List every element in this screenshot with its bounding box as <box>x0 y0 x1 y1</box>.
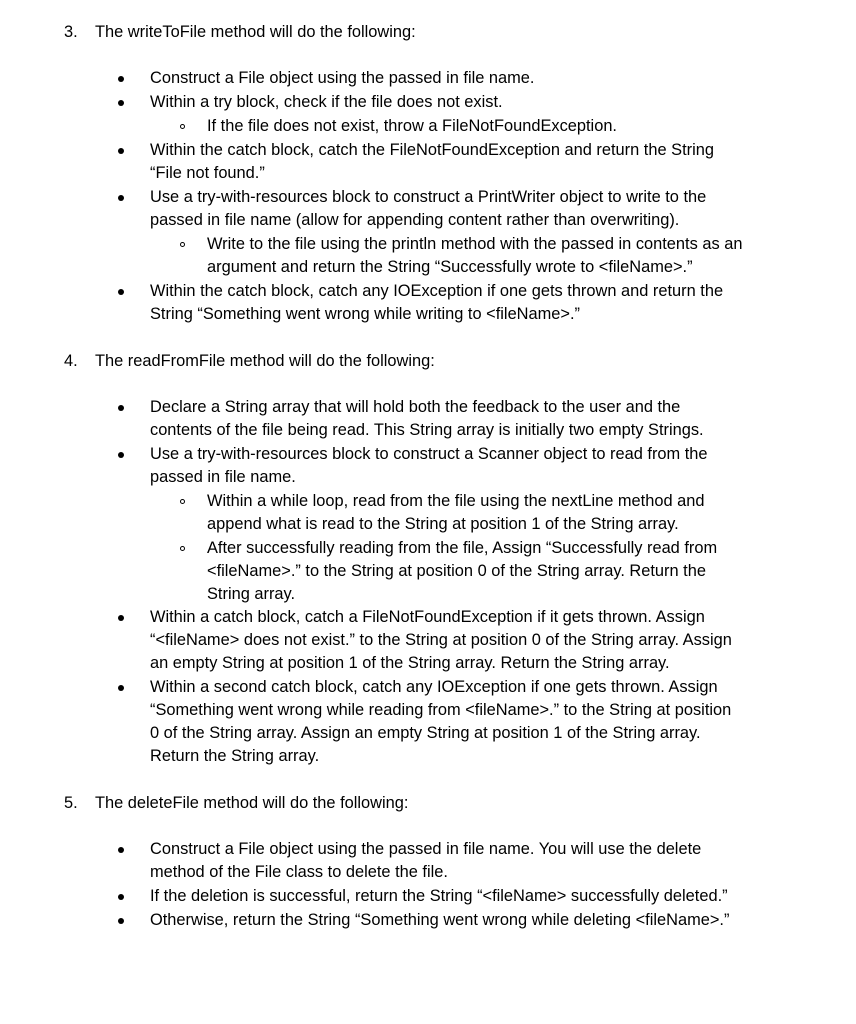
hollow-bullet-icon <box>180 546 185 551</box>
list-item: Within a try block, check if the file does not exist. <box>150 91 503 114</box>
hollow-bullet-icon <box>180 242 185 247</box>
bullet-icon <box>118 847 124 853</box>
bullet-icon <box>118 894 124 900</box>
bullet-icon <box>118 289 124 295</box>
bullet-icon <box>118 195 124 201</box>
hollow-bullet-icon <box>180 499 185 504</box>
bullet-icon <box>118 100 124 106</box>
bullet-icon <box>118 148 124 154</box>
list-item: Construct a File object using the passed in file name. You will use the delete method of the File class to delete the file. <box>150 838 701 884</box>
section-title: The writeToFile method will do the following: <box>95 23 416 41</box>
hollow-bullet-icon <box>180 124 185 129</box>
bullet-icon <box>118 685 124 691</box>
section-number: 5. <box>64 794 78 812</box>
list-item: Within the catch block, catch the FileNotFoundException and return the String “File not found.” <box>150 139 714 185</box>
list-item: Construct a File object using the passed in file name. <box>150 67 534 90</box>
sub-list-item: Within a while loop, read from the file using the nextLine method and append what is read to the String at position 1 of the String array. <box>207 490 704 536</box>
list-item: Use a try-with-resources block to construct a Scanner object to read from the passed in file name. <box>150 443 708 489</box>
section-title: The deleteFile method will do the following: <box>95 794 409 812</box>
list-item: Otherwise, return the String “Something went wrong while deleting <fileName>.” <box>150 909 729 932</box>
list-item: Within a catch block, catch a FileNotFoundException if it gets thrown. Assign “<fileName> does not exist.” to the String at position 0 of the String array. Assign an empty String at position 1 of the String array. Return the String array. <box>150 606 732 675</box>
sub-list-item: If the file does not exist, throw a FileNotFoundException. <box>207 115 617 138</box>
section-title: The readFromFile method will do the following: <box>95 352 435 370</box>
bullet-icon <box>118 615 124 621</box>
list-item: Declare a String array that will hold both the feedback to the user and the contents of the file being read. This String array is initially two empty Strings. <box>150 396 704 442</box>
bullet-icon <box>118 76 124 82</box>
bullet-icon <box>118 452 124 458</box>
bullet-icon <box>118 405 124 411</box>
list-item: Within a second catch block, catch any IOException if one gets thrown. Assign “Something went wrong while reading from <fileName>.” to the String at position 0 of the String array. Assign an empty String at position 1 of the String array. Return the String array. <box>150 676 731 768</box>
section-number: 3. <box>64 23 78 41</box>
bullet-icon <box>118 918 124 924</box>
list-item: Use a try-with-resources block to construct a PrintWriter object to write to the passed in file name (allow for appending content rather than overwriting). <box>150 186 706 232</box>
list-item: Within the catch block, catch any IOException if one gets thrown and return the String “Something went wrong while writing to <fileName>.” <box>150 280 723 326</box>
section-number: 4. <box>64 352 78 370</box>
sub-list-item: Write to the file using the println method with the passed in contents as an argument and return the String “Successfully wrote to <fileName>.” <box>207 233 742 279</box>
list-item: If the deletion is successful, return the String “<fileName> successfully deleted.” <box>150 885 728 908</box>
sub-list-item: After successfully reading from the file, Assign “Successfully read from <fileName>.” to the String at position 0 of the String array. Return the String array. <box>207 537 717 606</box>
